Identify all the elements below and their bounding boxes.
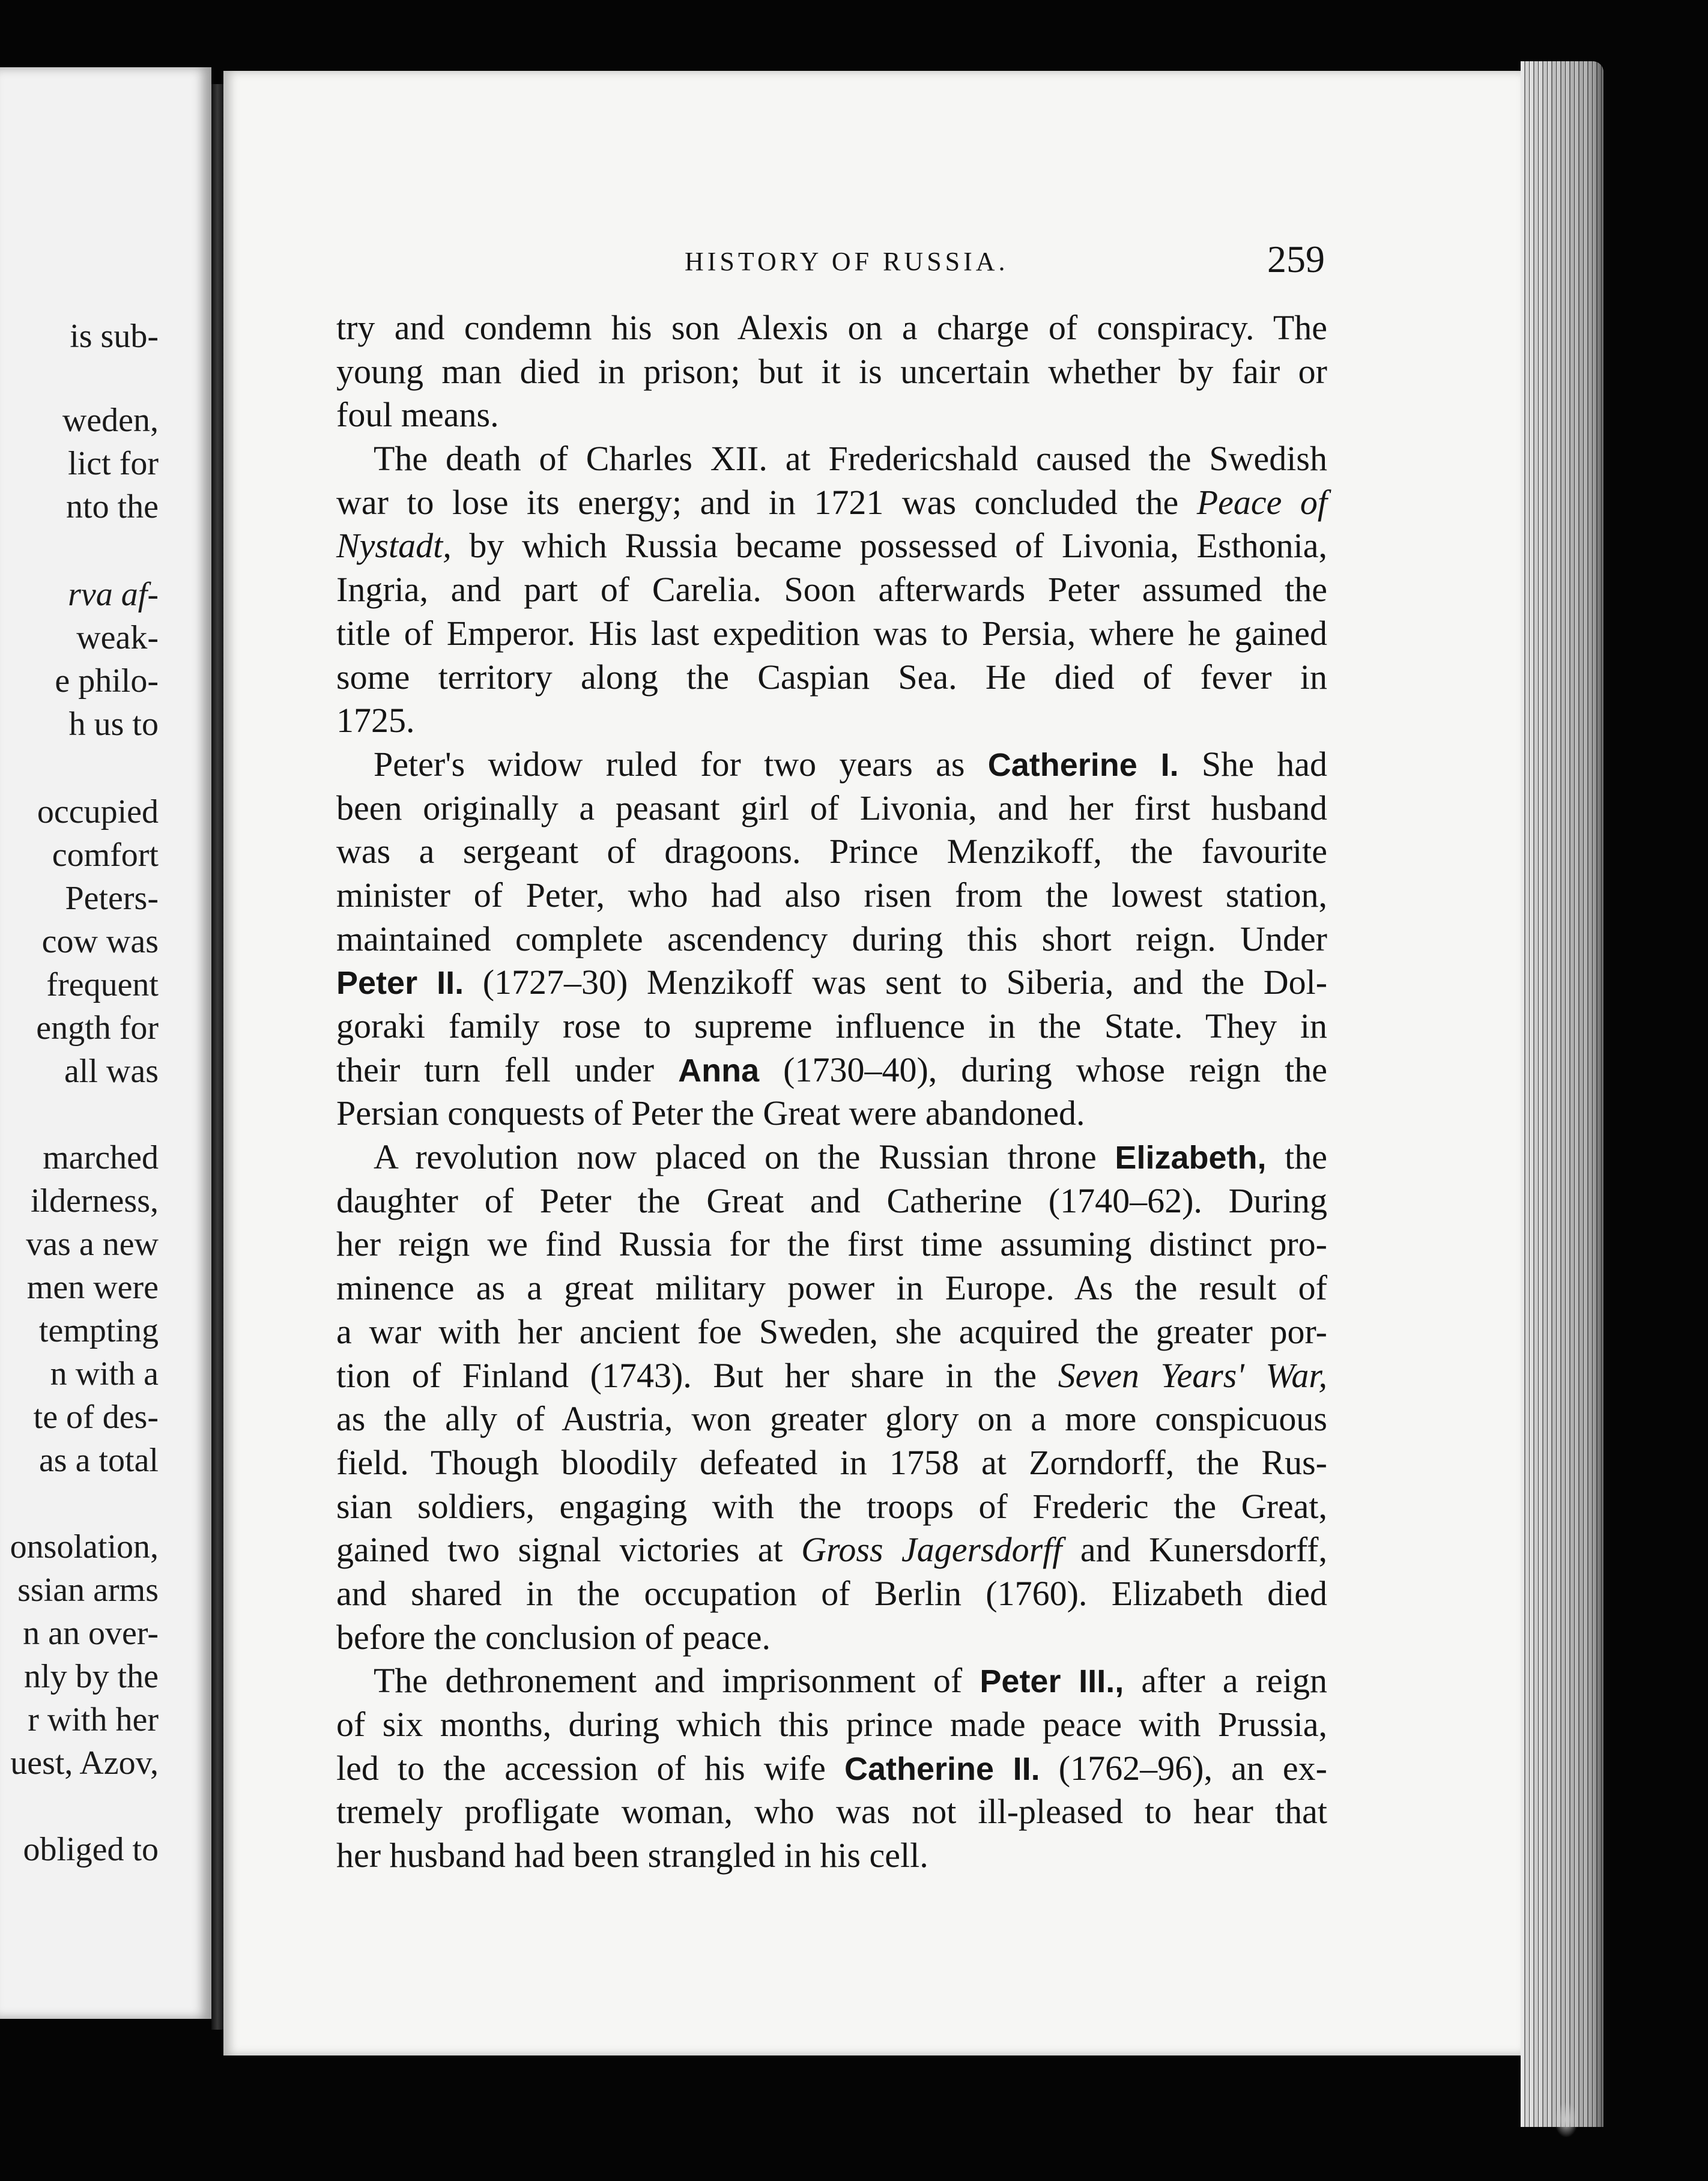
left-page-fragment: weak- [76, 619, 159, 656]
text-line: young man died in prison; but it is uncertain whether by fair or [336, 351, 1327, 391]
text-span: led to the accession of his wife [336, 1748, 844, 1788]
text-line [336, 1048, 1327, 1092]
text-span: their turn fell under [336, 1050, 679, 1089]
left-page-fragment: all was [64, 1053, 159, 1090]
left-page-fragment: r with her [28, 1701, 159, 1738]
text-line: was a sergeant of dragoons. Prince Menzikoff, the favourite [336, 832, 1327, 871]
text-line: and shared in the occupation of Berlin (1760). Elizabeth died [336, 1573, 1327, 1613]
left-page-fragment: weden, [62, 402, 159, 439]
text-line: of six months, during which this prince made peace with Prussia, [336, 1705, 1327, 1744]
text-span: (1762–96), an ex- [1040, 1748, 1327, 1788]
left-page-fragment: nly by the [24, 1658, 159, 1695]
ruler-name: Catherine I. [987, 746, 1179, 783]
ruler-name: Peter II. [336, 965, 464, 1002]
italic-term: Gross Jagersdorff [801, 1530, 1062, 1570]
text-line [336, 1659, 1327, 1703]
text-span: She had [1178, 744, 1327, 784]
left-page-fragment: cow was [41, 923, 159, 960]
text-line: daughter of Peter the Great and Catherine (1740–62). During [336, 1181, 1327, 1220]
text-line: her husband had been strangled in his cell. [336, 1836, 928, 1875]
left-page-fragment: comfort [52, 836, 159, 874]
page-edge-shadow [1521, 61, 1604, 2127]
text-line [336, 524, 1327, 568]
left-page-fragment: marched [43, 1139, 159, 1176]
text-span: The dethronement and imprisonment of [374, 1661, 980, 1701]
body-text [336, 306, 1327, 1878]
text-line: 1725. [336, 701, 415, 740]
left-page-fragment: tempting [38, 1312, 159, 1349]
left-page-fragment: h us to [68, 706, 159, 743]
left-page-fragment: n with a [50, 1355, 159, 1393]
text-line: title of Emperor. His last expedition was to Persia, where he gained [336, 613, 1327, 653]
left-page-fragment: as a total [38, 1442, 159, 1479]
italic-term: Nystadt, [336, 526, 452, 566]
left-page-fragment: lict for [68, 445, 159, 482]
ruler-name: Catherine II. [844, 1750, 1040, 1787]
left-page-fragment: frequent [46, 966, 159, 1003]
italic-term: Peace of [1196, 482, 1327, 522]
text-line: minence as a great military power in Europe. As the result of [336, 1268, 1327, 1308]
left-page-fragment: uest, Azov, [10, 1744, 159, 1782]
text-line: tremely profligate woman, who was not ill-pleased to hear that [336, 1792, 1327, 1832]
left-page-fragment: e philo- [55, 662, 159, 700]
text-span: Peter's widow ruled for two years as [374, 744, 988, 784]
text-span: (1730–40), during whose reign the [759, 1050, 1327, 1089]
previous-page-sliver [0, 67, 211, 2019]
text-line: field. Though bloodily defeated in 1758 at Zorndorff, the Rus- [336, 1442, 1327, 1482]
text-line: sian soldiers, engaging with the troops of Frederic the Great, [336, 1486, 1327, 1526]
left-page-fragment: te of des- [33, 1399, 159, 1436]
text-span: by which Russia became possessed of Livonia, Esthonia, [451, 526, 1327, 566]
text-line: foul means. [336, 395, 499, 435]
ruler-name: Peter III., [980, 1663, 1124, 1700]
text-line [336, 1354, 1327, 1398]
text-line: maintained complete ascendency during this short reign. Under [336, 919, 1327, 958]
page-number: 259 [1267, 238, 1325, 280]
text-line [336, 743, 1327, 787]
text-span: war to lose its energy; and in 1721 was concluded the [336, 482, 1197, 522]
text-line: Persian conquests of Peter the Great were abandoned. [336, 1094, 1085, 1133]
ruler-name: Elizabeth, [1115, 1140, 1267, 1176]
text-span: (1727–30) Menzikoff was sent to Siberia, and the Dol- [464, 963, 1328, 1002]
italic-term: Seven Years' War, [1058, 1355, 1327, 1395]
text-span: and Kunersdorff, [1062, 1530, 1327, 1570]
left-page-fragment: ilderness, [30, 1182, 159, 1220]
text-line: minister of Peter, who had also risen from the lowest station, [336, 875, 1327, 915]
text-line [336, 481, 1327, 525]
text-line: before the conclusion of peace. [336, 1617, 771, 1657]
text-line [336, 1528, 1327, 1572]
left-page-fragment: rva af- [68, 576, 159, 613]
left-page-fragment: n an over- [23, 1615, 159, 1652]
text-line [336, 961, 1327, 1005]
text-line: try and condemn his son Alexis on a charge of conspiracy. The [336, 308, 1327, 347]
left-page-fragment: Peters- [65, 880, 159, 917]
text-line: some territory along the Caspian Sea. He died of fever in [336, 657, 1327, 697]
left-page-fragment: ssian arms [17, 1571, 159, 1609]
text-line: as the ally of Austria, won greater glory on a more conspicuous [336, 1399, 1327, 1439]
text-line: The death of Charles XII. at Fredericshald caused the Swedish [374, 439, 1327, 479]
text-line: been originally a peasant girl of Livonia, and her first husband [336, 788, 1327, 827]
text-line: Ingria, and part of Carelia. Soon afterwards Peter assumed the [336, 570, 1327, 610]
left-page-fragment: is sub- [70, 318, 159, 355]
scan-blemish [1554, 2102, 1578, 2138]
left-page-fragment: men were [26, 1269, 159, 1306]
text-span: the [1266, 1137, 1327, 1177]
left-page-fragment: occupied [37, 793, 159, 830]
text-line [336, 1747, 1327, 1791]
text-line [336, 1136, 1327, 1179]
book-gutter [211, 84, 225, 2030]
running-head: HISTORY OF RUSSIA. [685, 247, 1009, 276]
text-line: a war with her ancient foe Sweden, she acquired the greater por- [336, 1311, 1327, 1351]
text-span: A revolution now placed on the Russian throne [374, 1137, 1115, 1177]
text-span: gained two signal victories at [336, 1530, 802, 1570]
text-line: goraki family rose to supreme influence in the State. They in [336, 1006, 1327, 1045]
text-span: tion of Finland (1743). But her share in the [336, 1355, 1058, 1395]
left-page-fragment: vas a new [26, 1226, 159, 1263]
left-page-fragment: ength for [36, 1009, 159, 1047]
text-line: her reign we find Russia for the first time assuming distinct pro- [336, 1224, 1327, 1264]
text-span: after a reign [1124, 1661, 1327, 1701]
ruler-name: Anna [678, 1052, 760, 1089]
left-page-fragment: obliged to [23, 1831, 159, 1868]
left-page-fragment: onsolation, [10, 1528, 159, 1565]
left-page-fragment: nto the [66, 488, 159, 525]
